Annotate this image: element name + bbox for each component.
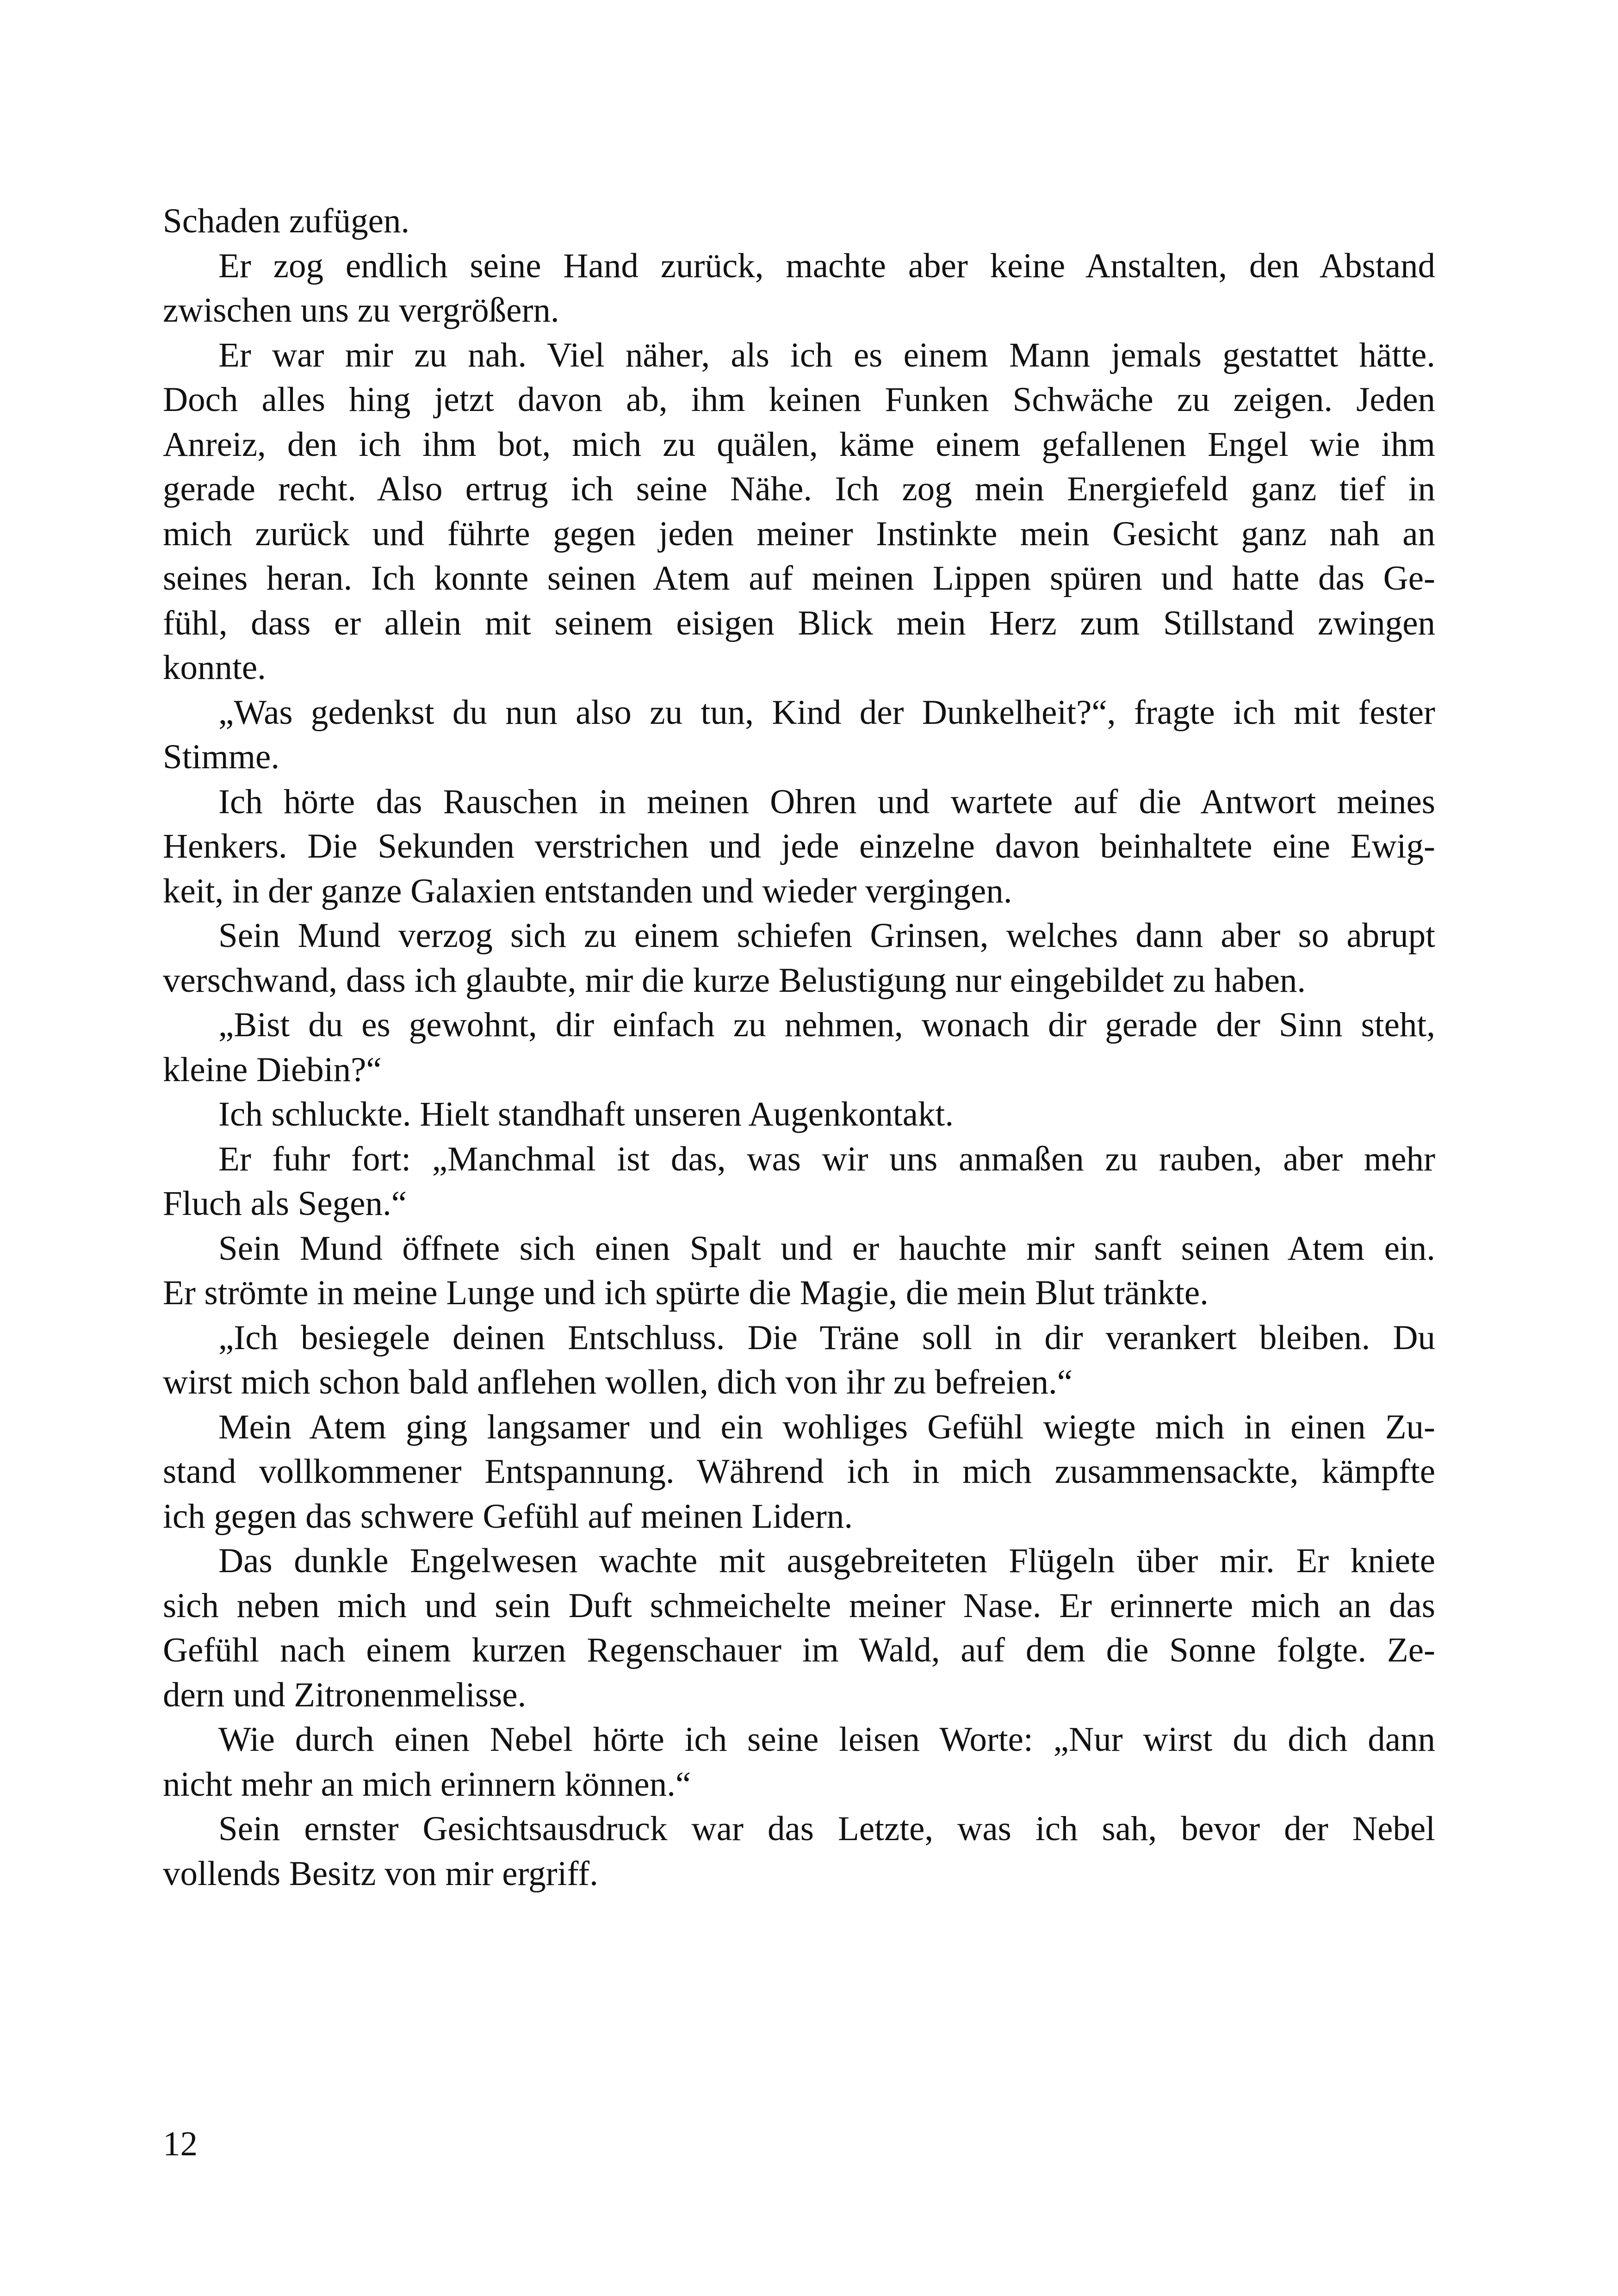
text-line: stand vollkommener Entspannung. Während ich in mich zusammensackte, kämpfte [163, 1452, 1435, 1491]
text-line: verschwand, dass ich glaubte, mir die kurze Belustigung nur eingebildet zu haben. [163, 961, 1306, 1000]
text-line: Anreiz, den ich ihm bot, mich zu quälen, käme einem gefallenen Engel wie ihm [163, 425, 1435, 464]
paragraph [163, 1137, 1435, 1226]
text-line: Er zog endlich seine Hand zurück, machte aber keine Anstalten, den Abstand [218, 246, 1435, 285]
text-line: Er war mir zu nah. Viel näher, als ich es einem Mann jemals gestattet hätte. [218, 336, 1435, 374]
text-line: „Bist du es gewohnt, dir einfach zu nehmen, wonach dir gerade der Sinn steht, [218, 1006, 1435, 1044]
paragraph [163, 244, 1435, 333]
text-line: Stimme. [163, 738, 280, 776]
text-line: dern und Zitronenmelisse. [163, 1675, 527, 1714]
page-number: 12 [163, 2125, 198, 2163]
text-line: Ich hörte das Rauschen in meinen Ohren und wartete auf die Antwort meines [218, 782, 1435, 821]
text-line: keit, in der ganze Galaxien entstanden und wieder vergingen. [163, 871, 1012, 910]
paragraph [163, 1807, 1435, 1896]
text-line: Henkers. Die Sekunden verstrichen und jede einzelne davon beinhaltete eine Ewig- [163, 827, 1435, 865]
paragraph [163, 914, 1435, 1003]
text-line: sich neben mich und sein Duft schmeichelte meiner Nase. Er erinnerte mich an das [163, 1586, 1435, 1625]
text-line: Schaden zufügen. [163, 202, 410, 240]
text-line: „Ich besiegele deinen Entschluss. Die Träne soll in dir verankert bleiben. Du [218, 1318, 1435, 1357]
text-line: vollends Besitz von mir ergriff. [163, 1854, 598, 1893]
text-line: ich gegen das schwere Gefühl auf meinen Lidern. [163, 1497, 853, 1536]
paragraph [163, 691, 1435, 780]
text-line: fühl, dass er allein mit seinem eisigen Blick mein Herz zum Stillstand zwingen [163, 604, 1435, 642]
paragraph [163, 780, 1435, 914]
paragraph [163, 1316, 1435, 1405]
text-line: kleine Diebin?“ [163, 1050, 382, 1089]
paragraph [163, 1539, 1435, 1717]
text-line: wirst mich schon bald anflehen wollen, dich von ihr zu befreien.“ [163, 1363, 1073, 1401]
text-line: mich zurück und führte gegen jeden meiner Instinkte mein Gesicht ganz nah an [163, 514, 1435, 553]
text-line: Gefühl nach einem kurzen Regenschauer im Wald, auf dem die Sonne folgte. Ze- [163, 1631, 1435, 1669]
text-line: konnte. [163, 648, 266, 687]
text-line: Sein Mund öffnete sich einen Spalt und er hauchte mir sanft seinen Atem ein. [218, 1229, 1435, 1268]
text-line: Ich schluckte. Hielt standhaft unseren Augenkontakt. [218, 1095, 954, 1133]
paragraph [163, 1717, 1435, 1807]
paragraph [163, 1092, 1435, 1137]
text-line: Sein ernster Gesichtsausdruck war das Letzte, was ich sah, bevor der Nebel [218, 1810, 1435, 1848]
text-line: Sein Mund verzog sich zu einem schiefen Grinsen, welches dann aber so abrupt [218, 916, 1435, 955]
text-line: Doch alles hing jetzt davon ab, ihm keinen Funken Schwäche zu zeigen. Jeden [163, 380, 1435, 419]
text-line: Wie durch einen Nebel hörte ich seine leisen Worte: „Nur wirst du dich dann [218, 1720, 1435, 1759]
text-line: Das dunkle Engelwesen wachte mit ausgebreiteten Flügeln über mir. Er kniete [218, 1542, 1435, 1580]
text-line: Mein Atem ging langsamer und ein wohliges Gefühl wiegte mich in einen Zu- [218, 1407, 1435, 1446]
text-line: Er strömte in meine Lunge und ich spürte die Magie, die mein Blut tränkte. [163, 1274, 1209, 1312]
text-line: zwischen uns zu vergrößern. [163, 291, 559, 330]
paragraph [163, 199, 1435, 244]
text-line: „Was gedenkst du nun also zu tun, Kind der Dunkelheit?“, fragte ich mit fester [218, 693, 1435, 732]
paragraph [163, 333, 1435, 691]
paragraph [163, 1003, 1435, 1092]
text-line: Er fuhr fort: „Manchmal ist das, was wir uns anmaßen zu rauben, aber mehr [218, 1139, 1435, 1178]
text-line: Fluch als Segen.“ [163, 1184, 407, 1223]
text-line: seines heran. Ich konnte seinen Atem auf meinen Lippen spüren und hatte das Ge- [163, 559, 1435, 597]
body-text [163, 199, 1435, 1896]
text-line: nicht mehr an mich erinnern können.“ [163, 1765, 691, 1804]
paragraph [163, 1226, 1435, 1316]
paragraph [163, 1405, 1435, 1539]
text-line: gerade recht. Also ertrug ich seine Nähe. Ich zog mein Energiefeld ganz tief in [163, 470, 1435, 508]
